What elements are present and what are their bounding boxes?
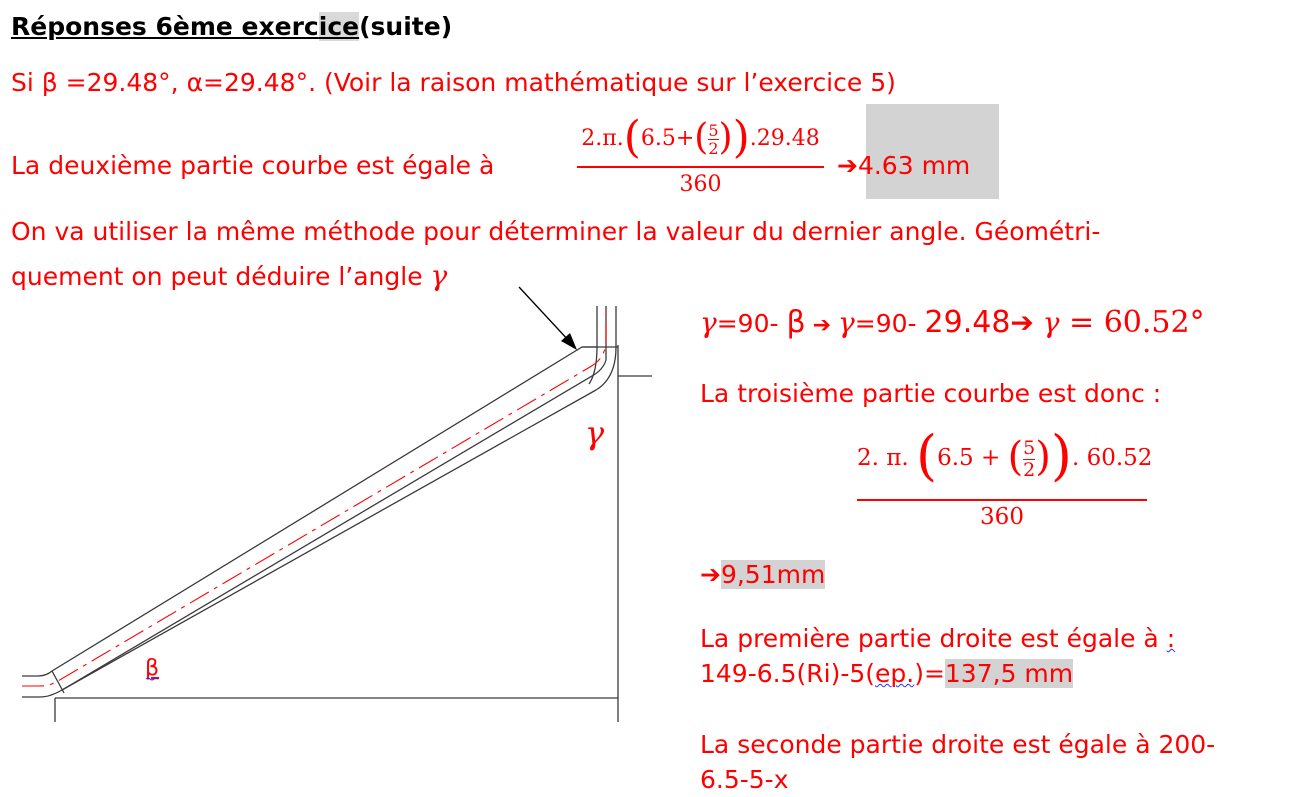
lower-bend-tick bbox=[52, 671, 64, 693]
curve3-numerator: 2. π. ($6.5 + (\frac{5}{2}$ )). 60.52 bbox=[857, 424, 1153, 487]
beta-alpha-line: Si β =29.48°, α=29.48°. (Voir la raison mathématique sur l’exercice 5) bbox=[11, 68, 896, 97]
outer-profile bbox=[22, 306, 597, 676]
method-line-1: On va utiliser la même méthode pour déterminer la valeur du dernier angle. Géométri- bbox=[11, 217, 1101, 246]
method-line-2: quement on peut déduire l’angle γ bbox=[11, 259, 448, 292]
straight1-line-2: 149-6.5(Ri)-5(ep.)=137,5 mm bbox=[700, 659, 1074, 688]
curve2-denominator: 360 bbox=[679, 172, 722, 197]
straight2-line-1: La seconde partie droite est égale à 200- bbox=[700, 730, 1216, 759]
inner-profile-left bbox=[22, 306, 606, 697]
diagram-lines bbox=[22, 306, 652, 722]
title-part-3: (suite) bbox=[359, 12, 453, 41]
diagram-centerline bbox=[22, 306, 606, 686]
centerline-path bbox=[22, 306, 606, 686]
straight2-line-2: 6.5-5-x bbox=[700, 765, 789, 794]
gamma-pointer-line bbox=[519, 287, 570, 342]
curve3-fraction bbox=[857, 418, 1153, 536]
curve3-result: ➔9,51mm bbox=[700, 560, 826, 589]
inner-profile-right bbox=[62, 390, 596, 690]
beta-angle-label: β bbox=[145, 656, 160, 681]
title-part-2: ice bbox=[318, 12, 360, 41]
title-part-1: Réponses 6ème exerc bbox=[11, 12, 319, 41]
gamma-angle-label: γ bbox=[585, 414, 605, 452]
curve3-label: La troisième partie courbe est donc : bbox=[700, 379, 1162, 408]
curve2-label: La deuxième partie courbe est égale à bbox=[11, 151, 495, 180]
straight1-line-1: La première partie droite est égale à : bbox=[700, 624, 1176, 653]
curve3-denominator: 360 bbox=[980, 504, 1024, 530]
gamma-equation: γ=90- β ➔ γ=90- 29.48➔ γ = 60.52° bbox=[700, 305, 1205, 340]
curve2-result: ➔4.63 mm bbox=[837, 151, 971, 180]
curve2-numerator: $2.\pi.(6.5+(\frac{5}{2}$ )).29.48 bbox=[581, 112, 820, 163]
